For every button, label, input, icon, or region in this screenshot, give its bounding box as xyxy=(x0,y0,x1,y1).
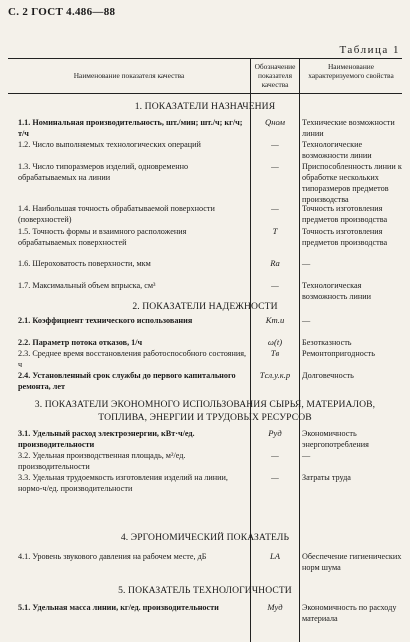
column-header-property: Наименование характеризуемого свойства xyxy=(308,62,394,80)
row-2-1-property: — xyxy=(302,316,311,325)
row-2-1-name: 2.1. Коэффициент технического использования xyxy=(18,316,193,325)
column-divider-1 xyxy=(250,58,251,642)
row-1-7-symbol: — xyxy=(271,280,279,290)
row-1-2-symbol: — xyxy=(271,139,279,149)
row-5-1-symbol: Mуд xyxy=(267,602,283,612)
row-4-1-symbol: LA xyxy=(269,551,281,561)
section-title: 1. ПОКАЗАТЕЛИ НАЗНАЧЕНИЯ xyxy=(134,101,276,112)
section-title: 5. ПОКАЗАТЕЛЬ ТЕХНОЛОГИЧНОСТИ xyxy=(118,585,292,596)
row-2-3-name: 2.3. Среднее время восстановления работоспособного состояния, ч xyxy=(18,349,247,369)
row-2-3-property: Ремонтопригодность xyxy=(302,349,375,358)
row-1-7-property: Технологическая возможность линии xyxy=(302,281,372,301)
page-header: С. 2 ГОСТ 4.486—88 xyxy=(8,6,116,18)
table-top-rule xyxy=(8,58,402,59)
row-1-2-name: 1.2. Число выполняемых технологических операций xyxy=(18,140,201,149)
row-3-2-name: 3.2. Удельная производственная площадь, м²/ед. производительности xyxy=(18,451,186,471)
row-3-2-property: — xyxy=(302,451,311,460)
row-1-1-symbol: Qном xyxy=(265,117,285,127)
row-3-3-property: Затраты труда xyxy=(302,473,351,482)
section-title: 4. ЭРГОНОМИЧЕСКИЙ ПОКАЗАТЕЛЬ xyxy=(120,532,290,543)
row-1-6-name: 1.6. Шероховатость поверхности, мкм xyxy=(18,259,151,268)
row-1-4-name: 1.4. Наибольшая точность обрабатываемой поверхности (поверхностей) xyxy=(18,204,215,224)
row-1-3-property: Приспособленность линии к обработке нескольких типоразмеров предметов производства xyxy=(302,162,402,204)
row-1-6-property: — xyxy=(302,259,311,268)
table-caption: Таблица 1 xyxy=(339,44,400,56)
row-2-4-symbol: Tсл.у.к.р xyxy=(259,370,291,380)
row-3-1-name: 3.1. Удельный расход электроэнергии, кВт·ч/ед. производительности xyxy=(18,429,195,449)
row-3-3-name: 3.3. Удельная трудоемкость изготовления изделий на линии, нормо-ч/ед. производительности xyxy=(18,473,228,493)
row-2-2-symbol: ω(t) xyxy=(267,337,283,347)
row-3-1-property: Экономичность энергопотребления xyxy=(302,429,369,449)
row-2-3-symbol: Tв xyxy=(270,348,280,358)
row-1-4-symbol: — xyxy=(271,203,279,213)
row-1-2-property: Технологические возможности линии xyxy=(302,140,372,160)
row-1-3-name: 1.3. Число типоразмеров изделий, одновременно обрабатываемых на линии xyxy=(18,162,189,182)
section-title: 2. ПОКАЗАТЕЛИ НАДЕЖНОСТИ xyxy=(132,301,278,312)
row-5-1-name: 5.1. Удельная масса линии, кг/ед. производительности xyxy=(18,603,219,612)
table-header-rule xyxy=(8,93,402,94)
row-1-5-name: 1.5. Точность формы и взаимного расположения обрабатываемых поверхностей xyxy=(18,227,187,247)
column-header-name: Наименование показателя качества xyxy=(73,71,185,80)
section-title: 3. ПОКАЗАТЕЛИ ЭКОНОМНОГО ИСПОЛЬЗОВАНИЯ СЫРЬЯ, МАТЕРИАЛОВ, ТОПЛИВА, ЭНЕРГИИ И ТРУДОВЫХ РЕСУРСОВ xyxy=(34,399,376,423)
row-1-5-property: Точность изготовления предметов производства xyxy=(302,227,388,247)
row-1-6-symbol: Ra xyxy=(270,258,280,268)
row-4-1-property: Обеспечение гигиенических норм шума xyxy=(302,552,402,572)
row-1-5-symbol: T xyxy=(272,226,278,236)
row-3-2-symbol: — xyxy=(271,450,279,460)
row-1-1-name: 1.1. Номинальная производительность, шт./мин; шт./ч; кг/ч; т/ч xyxy=(18,118,243,138)
row-1-4-property: Точность изготовления предметов производства xyxy=(302,204,388,224)
row-3-1-symbol: Pуд xyxy=(268,428,282,438)
column-divider-2 xyxy=(299,58,300,642)
row-2-2-property: Безотказность xyxy=(302,338,352,347)
row-3-3-symbol: — xyxy=(271,472,279,482)
row-2-4-property: Долговечность xyxy=(302,371,354,380)
row-1-3-symbol: — xyxy=(271,161,279,171)
row-2-4-name: 2.4. Установленный срок службы до первого капитального ремонта, лет xyxy=(18,371,236,391)
row-4-1-name: 4.1. Уровень звукового давления на рабочем месте, дБ xyxy=(18,552,207,561)
row-1-1-property: Технические возможности линии xyxy=(302,118,395,138)
row-1-7-name: 1.7. Максимальный объем впрыска, см³ xyxy=(18,281,156,290)
row-2-1-symbol: Kт.и xyxy=(265,315,285,325)
column-header-symbol: Обозначение показателя качества xyxy=(254,62,296,89)
row-2-2-name: 2.2. Параметр потока отказов, 1/ч xyxy=(18,338,143,347)
row-5-1-property: Экономичность по расходу материала xyxy=(302,603,397,623)
